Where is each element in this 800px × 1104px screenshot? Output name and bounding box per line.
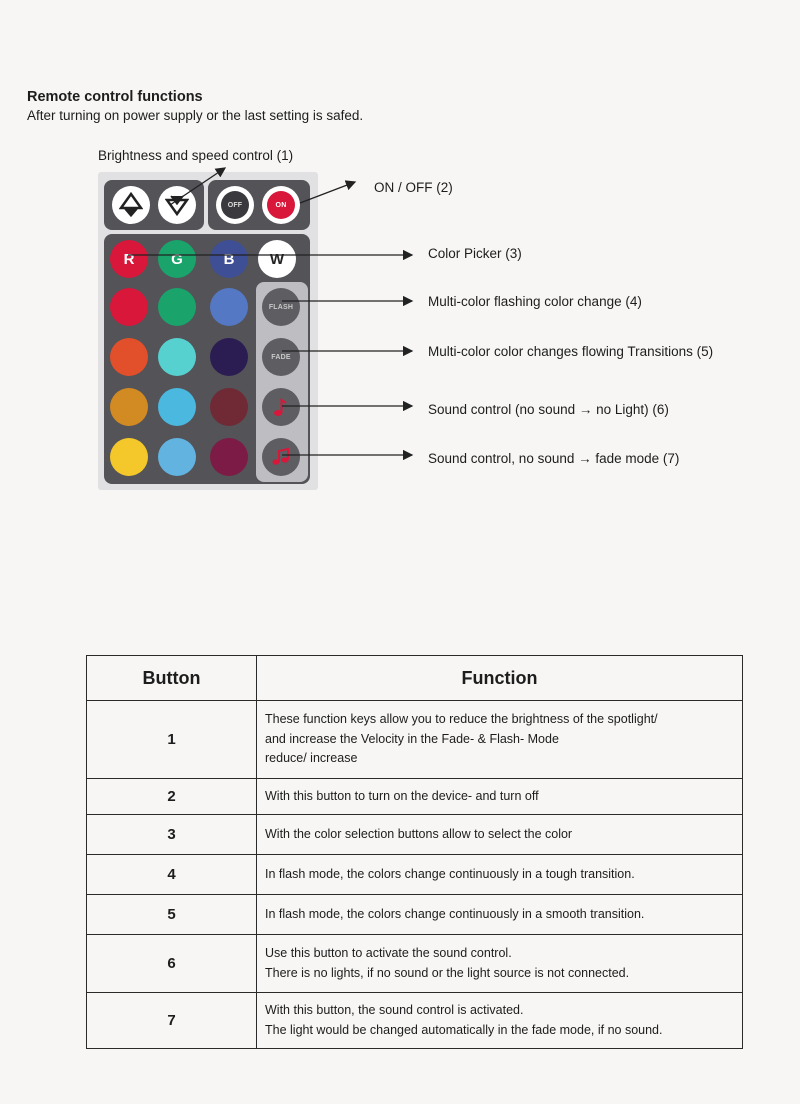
row-number: 3 [87,815,257,855]
table-row [87,815,743,855]
row-function [257,993,743,1049]
callout-onoff: ON / OFF (2) [374,180,453,195]
arrow-brightness [170,168,225,205]
row-number: 1 [87,701,257,779]
callout-sound-1: Sound control (no sound → no Light) (6) [428,402,669,417]
function-line: The light would be changed automatically in the fade mode, if no sound. [265,1022,663,1037]
off-label: OFF [227,201,243,209]
row-number: 7 [87,993,257,1049]
doc-title: Remote control functions [27,89,203,105]
table-header-row [87,656,743,701]
white-label: W [269,250,285,268]
function-line: In flash mode, the colors change continuously in a tough transition. [265,866,635,881]
function-line: These function keys allow you to reduce the brightness of the spotlight/ [265,712,658,727]
row-function [257,855,743,895]
callout-brightness: Brightness and speed control (1) [98,148,294,163]
row-function [257,935,743,993]
blue-label: B [223,250,235,268]
function-line: and increase the Velocity in the Fade- & Flash- Mode [265,731,559,746]
table-row [87,701,743,779]
row-number: 5 [87,895,257,935]
green-label: G [171,250,183,268]
function-line: With this button, the sound control is activated. [265,1003,524,1018]
table-row [87,993,743,1049]
callout-sound-2: Sound control, no sound → fade mode (7) [428,451,680,466]
arrow-onoff [300,182,355,203]
function-line: There is no lights, if no sound or the light source is not connected. [265,965,630,980]
function-line: With this button to turn on the device- and turn off [265,788,539,803]
row-number: 2 [87,779,257,815]
callout-fade: Multi-color color changes flowing Transitions (5) [428,344,714,359]
function-line: With the color selection buttons allow to select the color [265,826,573,841]
flash-label: FLASH [268,303,294,311]
row-function [257,779,743,815]
function-line: In flash mode, the colors change continuously in a smooth transition. [265,906,645,921]
row-number: 4 [87,855,257,895]
row-function [257,701,743,779]
function-line: reduce/ increase [265,751,358,766]
function-line: Use this button to activate the sound control. [265,946,512,961]
table-row [87,895,743,935]
table-row [87,855,743,895]
row-function [257,815,743,855]
function-table [86,655,743,1049]
on-label: ON [275,201,287,209]
fade-label: FADE [271,353,291,361]
table-row [87,935,743,993]
table-row [87,779,743,815]
red-label: R [123,250,135,268]
callout-color-picker: Color Picker (3) [428,246,522,261]
callout-flash: Multi-color flashing color change (4) [428,294,642,309]
row-number: 6 [87,935,257,993]
row-function [257,895,743,935]
header-button: Button [87,656,257,701]
doc-subtitle: After turning on power supply or the last setting is safed. [27,108,364,123]
header-function: Function [257,656,743,701]
